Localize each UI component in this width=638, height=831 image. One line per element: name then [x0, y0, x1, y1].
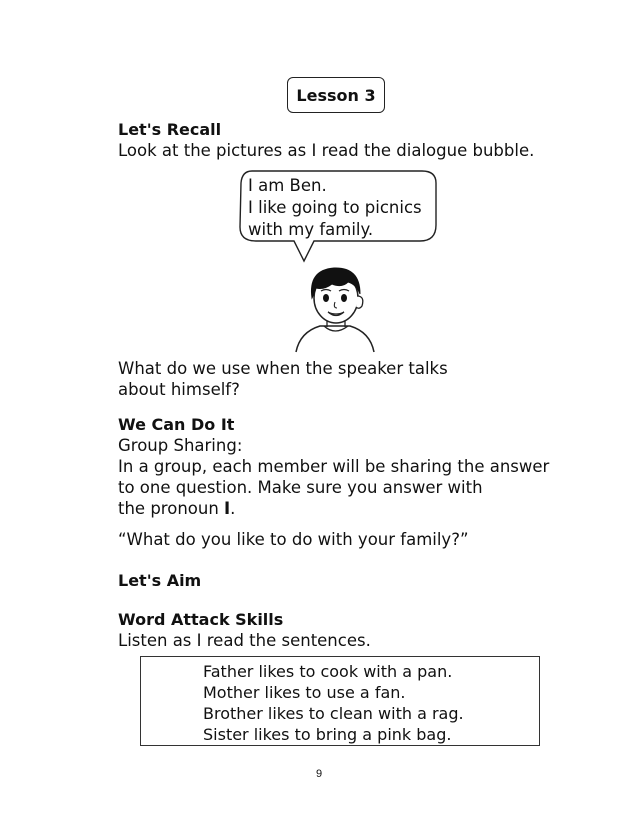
speech-bubble-text	[248, 175, 422, 241]
bubble-line: with my family.	[248, 220, 374, 239]
recall-instruction: Look at the pictures as I read the dialogue bubble.	[118, 141, 535, 160]
can-do-line: In a group, each member will be sharing the answer	[118, 457, 550, 476]
recall-question-line: What do we use when the speaker talks	[118, 359, 448, 378]
can-do-line	[118, 498, 235, 519]
bubble-line: I am Ben.	[248, 176, 327, 195]
pronoun-bold: I	[224, 499, 231, 518]
sentences-list	[203, 661, 464, 745]
lesson-title-box	[287, 77, 385, 113]
can-do-heading: We Can Do It	[118, 415, 235, 434]
boy-illustration-icon	[290, 262, 380, 354]
can-do-line: Group Sharing:	[118, 436, 243, 455]
pronoun-prefix: the pronoun	[118, 499, 225, 518]
sentence: Father likes to cook with a pan.	[203, 662, 453, 681]
aim-heading: Let's Aim	[118, 571, 202, 590]
sentence: Mother likes to use a fan.	[203, 683, 406, 702]
can-do-line: to one question. Make sure you answer with	[118, 478, 483, 497]
word-attack-instruction: Listen as I read the sentences.	[118, 631, 371, 650]
pronoun-suffix: .	[230, 499, 236, 518]
sentence: Sister likes to bring a pink bag.	[203, 725, 452, 744]
sentence: Brother likes to clean with a rag.	[203, 704, 464, 723]
bubble-line: I like going to picnics	[248, 198, 422, 217]
can-do-quote: “What do you like to do with your family?”	[118, 530, 469, 549]
lesson-title: Lesson 3	[296, 85, 376, 105]
recall-heading: Let's Recall	[118, 120, 222, 139]
page-number: 9	[315, 768, 323, 780]
word-attack-heading: Word Attack Skills	[118, 610, 284, 629]
recall-question-line: about himself?	[118, 380, 240, 399]
